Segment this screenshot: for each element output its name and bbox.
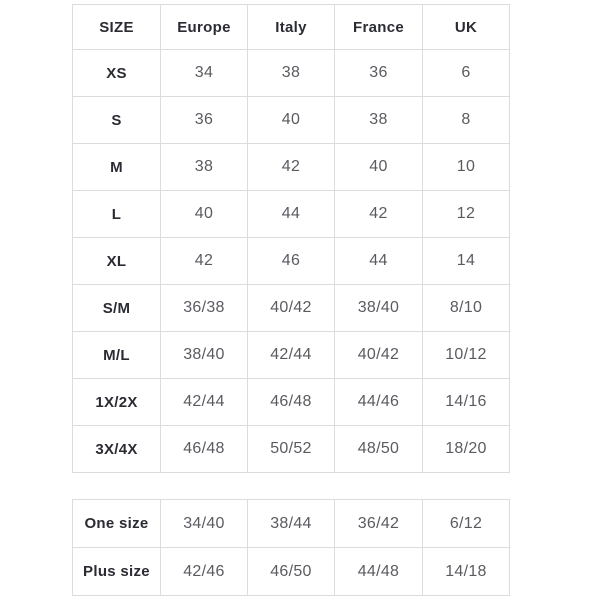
size-label-cell: L [73, 191, 161, 238]
column-header-uk: UK [423, 5, 510, 50]
size-value-cell: 10 [423, 144, 510, 191]
size-conversion-table [72, 4, 510, 473]
size-value-cell: 46 [248, 238, 335, 285]
column-header-europe: Europe [161, 5, 248, 50]
size-label-cell: M [73, 144, 161, 191]
size-value-cell: 8 [423, 97, 510, 144]
size-value-cell: 38/40 [335, 285, 423, 332]
column-header-italy: Italy [248, 5, 335, 50]
size-label-cell: One size [73, 500, 161, 548]
size-value-cell: 36 [335, 50, 423, 97]
size-label-cell: S/M [73, 285, 161, 332]
size-value-cell: 14 [423, 238, 510, 285]
table-row-one-size [73, 500, 510, 548]
size-value-cell: 18/20 [423, 426, 510, 473]
size-value-cell: 6 [423, 50, 510, 97]
size-value-cell: 46/48 [161, 426, 248, 473]
size-label-cell: Plus size [73, 548, 161, 596]
size-label-cell: S [73, 97, 161, 144]
size-value-cell: 38/40 [161, 332, 248, 379]
size-value-cell: 42/44 [161, 379, 248, 426]
size-label-cell: 1X/2X [73, 379, 161, 426]
size-value-cell: 42 [335, 191, 423, 238]
table-row-s-m [73, 285, 510, 332]
size-label-cell: XS [73, 50, 161, 97]
table-row-m-l [73, 332, 510, 379]
size-value-cell: 46/48 [248, 379, 335, 426]
column-header-france: France [335, 5, 423, 50]
table-row-plus-size [73, 548, 510, 596]
size-label-cell: M/L [73, 332, 161, 379]
size-label-cell: XL [73, 238, 161, 285]
table-row-1x-2x [73, 379, 510, 426]
size-value-cell: 44 [335, 238, 423, 285]
size-value-cell: 40/42 [248, 285, 335, 332]
size-value-cell: 42 [161, 238, 248, 285]
special-size-table [72, 499, 510, 596]
size-value-cell: 38 [248, 50, 335, 97]
size-value-cell: 10/12 [423, 332, 510, 379]
size-value-cell: 40/42 [335, 332, 423, 379]
size-value-cell: 38 [161, 144, 248, 191]
table-row-xl [73, 238, 510, 285]
size-value-cell: 40 [161, 191, 248, 238]
table-row-l [73, 191, 510, 238]
size-value-cell: 38/44 [248, 500, 335, 548]
size-label-cell: 3X/4X [73, 426, 161, 473]
size-value-cell: 36 [161, 97, 248, 144]
size-value-cell: 40 [248, 97, 335, 144]
size-value-cell: 46/50 [248, 548, 335, 596]
size-value-cell: 42/46 [161, 548, 248, 596]
table-row-3x-4x [73, 426, 510, 473]
size-value-cell: 42/44 [248, 332, 335, 379]
size-value-cell: 34 [161, 50, 248, 97]
size-value-cell: 42 [248, 144, 335, 191]
size-value-cell: 44/48 [335, 548, 423, 596]
size-value-cell: 36/42 [335, 500, 423, 548]
size-value-cell: 6/12 [423, 500, 510, 548]
size-value-cell: 40 [335, 144, 423, 191]
table-row-xs [73, 50, 510, 97]
table-header-row [73, 5, 510, 50]
size-value-cell: 44 [248, 191, 335, 238]
size-value-cell: 8/10 [423, 285, 510, 332]
column-header-size: SIZE [73, 5, 161, 50]
size-value-cell: 14/16 [423, 379, 510, 426]
size-value-cell: 48/50 [335, 426, 423, 473]
size-value-cell: 12 [423, 191, 510, 238]
table-row-s [73, 97, 510, 144]
size-value-cell: 14/18 [423, 548, 510, 596]
size-value-cell: 50/52 [248, 426, 335, 473]
size-value-cell: 38 [335, 97, 423, 144]
size-value-cell: 44/46 [335, 379, 423, 426]
size-value-cell: 34/40 [161, 500, 248, 548]
table-row-m [73, 144, 510, 191]
size-value-cell: 36/38 [161, 285, 248, 332]
